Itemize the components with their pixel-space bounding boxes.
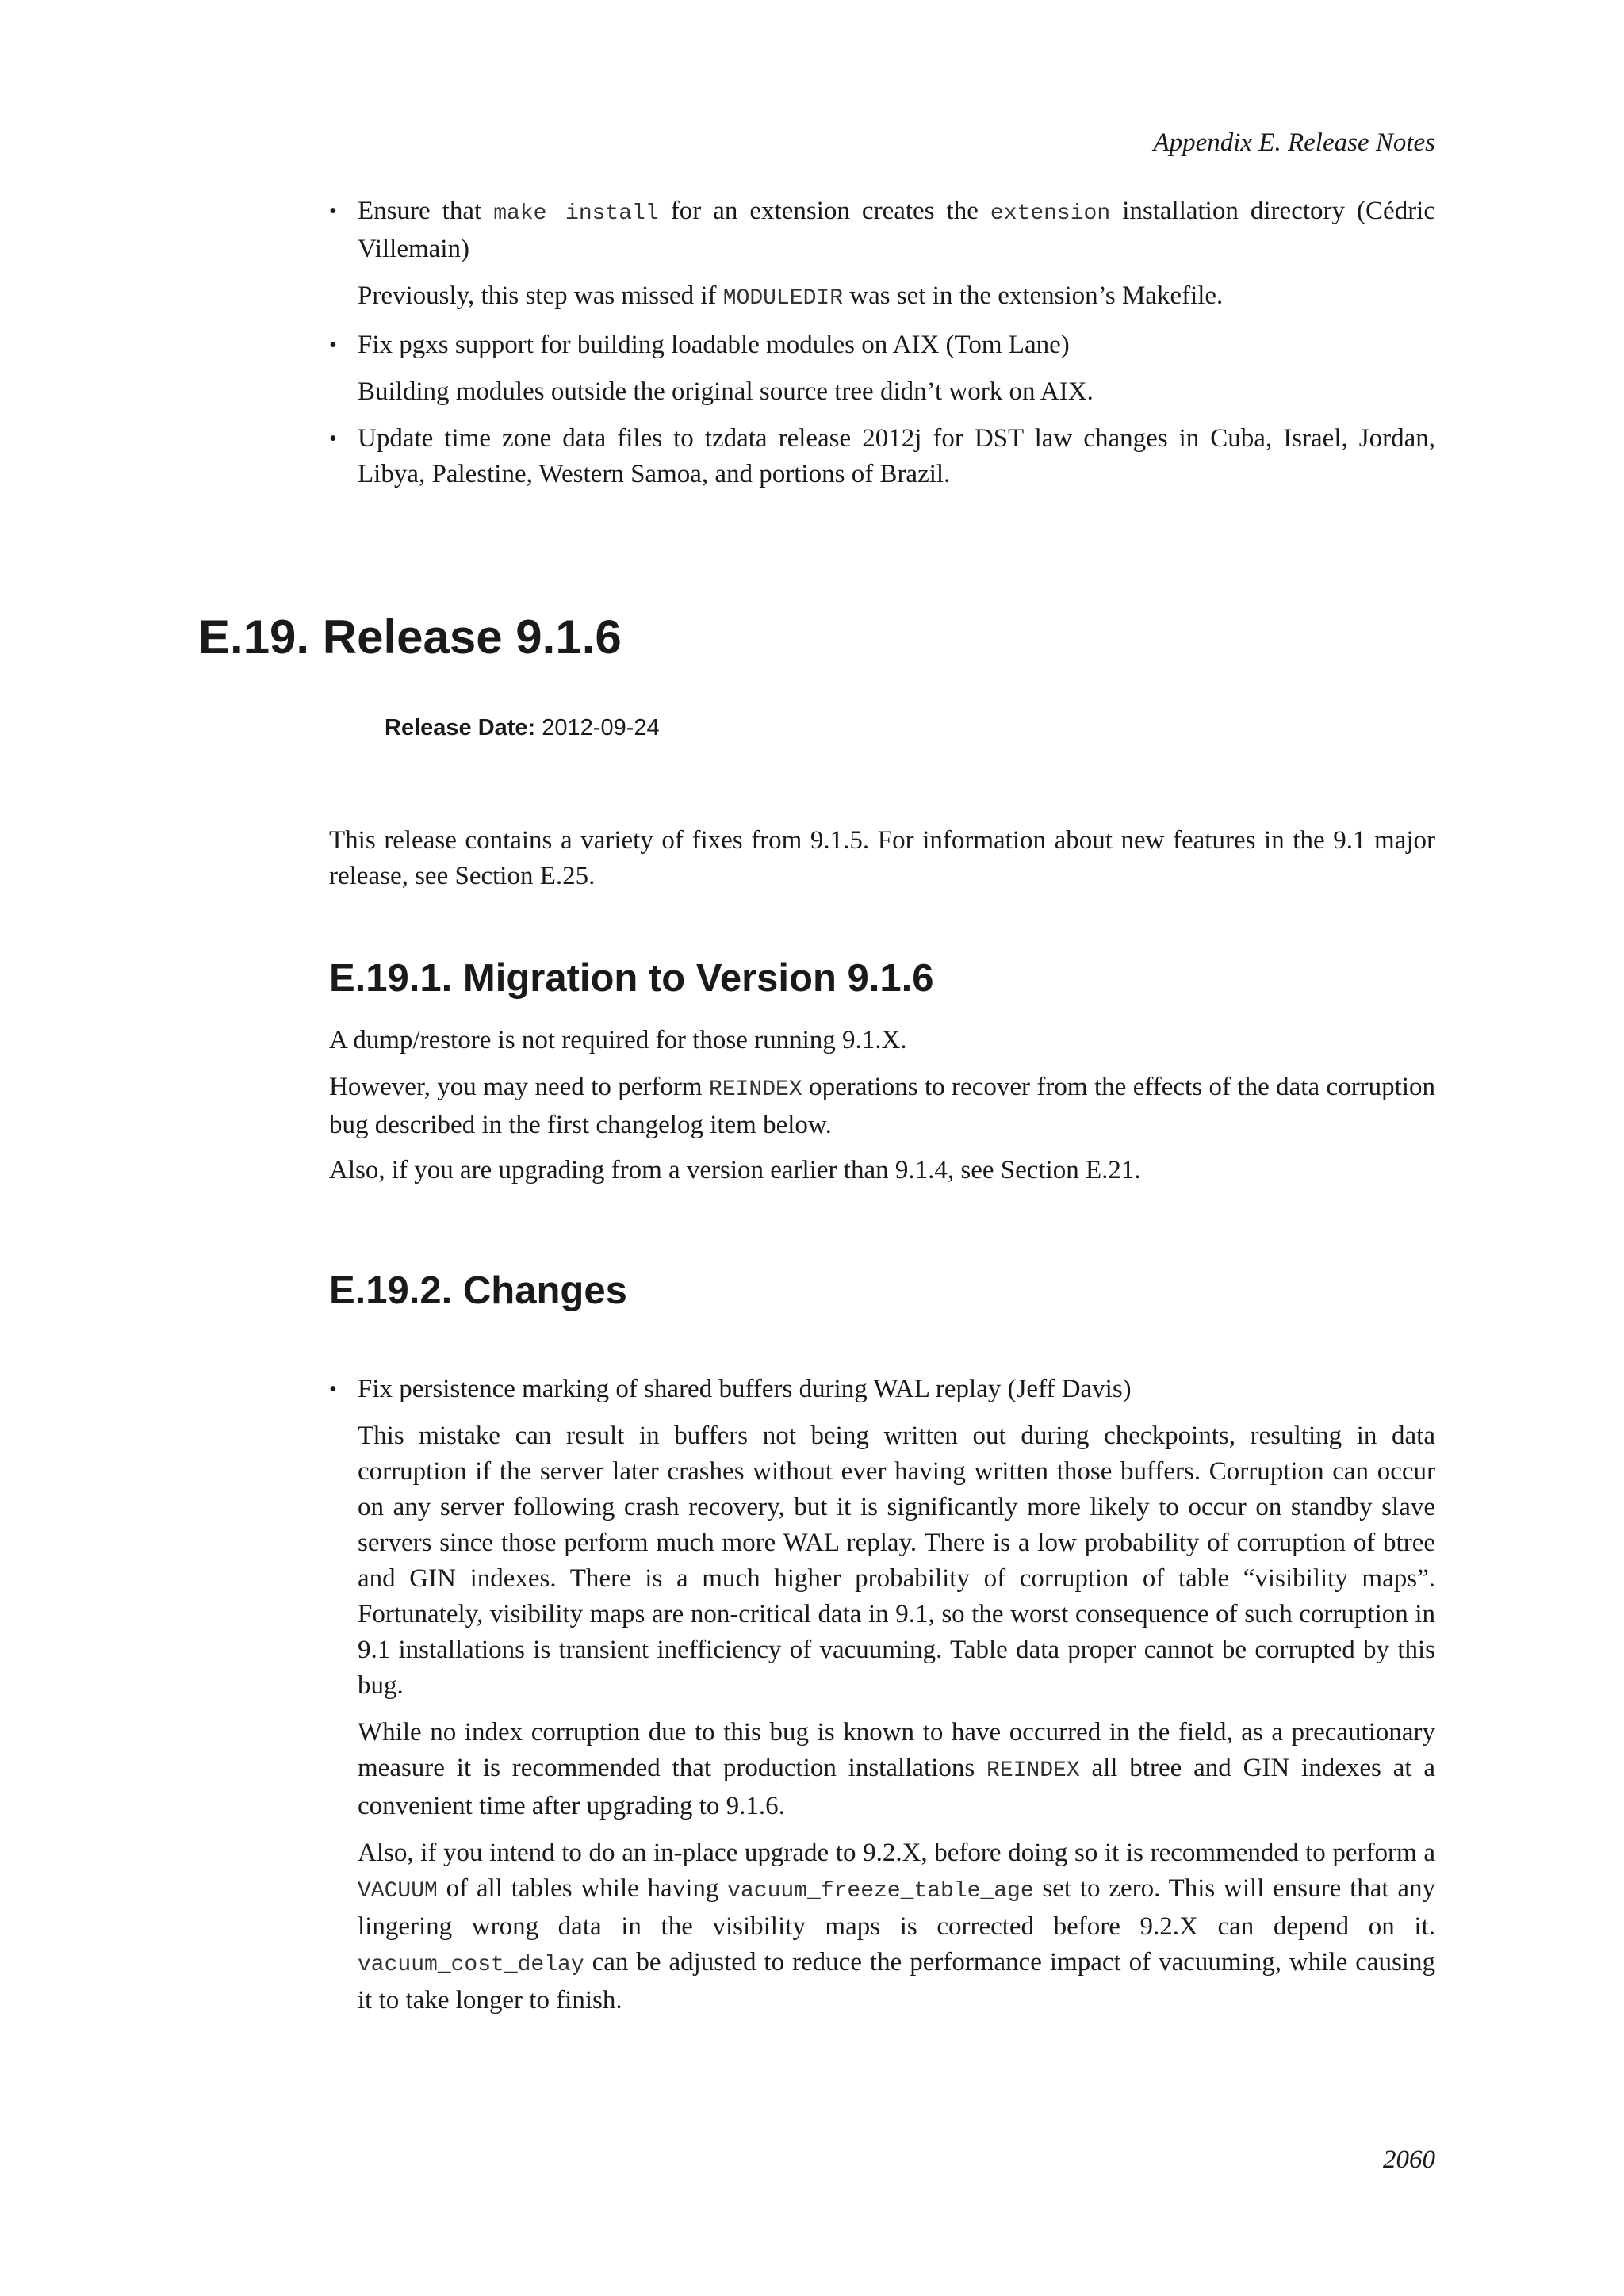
list-item-lead: Fix persistence marking of shared buffers during WAL replay (Jeff Davis) [358, 1375, 1132, 1403]
list-item [329, 193, 1435, 316]
inline-code: MODULEDIR [722, 286, 843, 311]
list-item-lead: Update time zone data files to tzdata release 2012j for DST law changes in Cuba, Israel, Jordan, Libya, Palestine, Western Samoa, and portions of Brazil. [358, 424, 1435, 488]
inline-code: vacuum_cost_delay [358, 1953, 584, 1977]
bullet-icon: • [329, 199, 337, 224]
list-item-detail: Building modules outside the original source tree didn’t work on AIX. [358, 377, 1094, 406]
bullet-icon: • [329, 333, 337, 358]
changes-heading: E.19.2. Changes [329, 1269, 627, 1312]
list-item [329, 1372, 1435, 2019]
inline-code: make install [493, 201, 659, 226]
inline-code: vacuum_freeze_table_age [727, 1879, 1034, 1904]
inline-code: VACUUM [358, 1879, 438, 1904]
list-item-detail: Previously, this step was missed if MODULEDIR was set in the extension’s Makefile. [358, 281, 1224, 311]
migration-paragraph: However, you may need to perform REINDEX operations to recover from the effects of the data corruption bug described in the first changelog item below. [329, 1073, 1436, 1139]
page-number: 2060 [1383, 2145, 1435, 2174]
migration-paragraph: A dump/restore is not required for those running 9.1.X. [329, 1026, 907, 1054]
bullet-icon: • [329, 1377, 337, 1402]
release-date [385, 715, 660, 741]
inline-code: REINDEX [986, 1758, 1080, 1783]
top-bullet-list [329, 193, 1435, 503]
list-item-lead: Ensure that make install for an extension creates the extension installation directory (Cédric Villemain) [358, 197, 1435, 263]
release-date-label: Release Date: [385, 715, 536, 740]
section-title: E.19. Release 9.1.6 [198, 610, 622, 664]
list-item-lead: Fix pgxs support for building loadable modules on AIX (Tom Lane) [358, 331, 1070, 359]
running-header: Appendix E. Release Notes [1153, 128, 1435, 157]
list-item [329, 421, 1435, 492]
list-item-detail: Also, if you intend to do an in-place upgrade to 9.2.X, before doing so it is recommended to perform a VACUUM of all tables while having vacuum_freeze_table_age set to zero. This will ensure that any lingering wrong data in the visibility maps is corrected before 9.2.X can depend on it. vacuum_cost_delay can be adjusted to reduce the performance impact of vacuuming, while causing it to take longer to finish. [358, 1839, 1436, 2015]
list-item-detail: While no index corruption due to this bug is known to have occurred in the field, as a precautionary measure it is recommended that production installations REINDEX all btree and GIN indexes at a convenient time after upgrading to 9.1.6. [358, 1718, 1435, 1820]
migration-paragraph: Also, if you are upgrading from a version earlier than 9.1.4, see Section E.21. [329, 1156, 1141, 1184]
list-item [329, 327, 1435, 410]
migration-heading: E.19.1. Migration to Version 9.1.6 [329, 957, 934, 1000]
changes-list [329, 1372, 1435, 2030]
list-item-detail: This mistake can result in buffers not being written out during checkpoints, resulting in data corruption if the server later crashes without ever having written those buffers. Corruption can occur on any server following crash recovery, but it is significantly more likely to occur on standby slave servers since those perform much more WAL replay. There is a low probability of corruption of btree and GIN indexes. There is a much higher probability of corruption of table “visibility maps”. Fortunately, visibility maps are non-critical data in 9.1, so the worst consequence of such corruption in 9.1 installations is transient inefficiency of vacuuming. Table data proper cannot be corrupted by this bug. [358, 1422, 1435, 1700]
bullet-icon: • [329, 427, 337, 451]
inline-code: extension [990, 201, 1111, 226]
release-date-value: 2012-09-24 [535, 715, 660, 740]
section-intro: This release contains a variety of fixes from 9.1.5. For information about new features in the 9.1 major release, see Section E.25. [329, 826, 1435, 890]
inline-code: REINDEX [709, 1077, 802, 1102]
